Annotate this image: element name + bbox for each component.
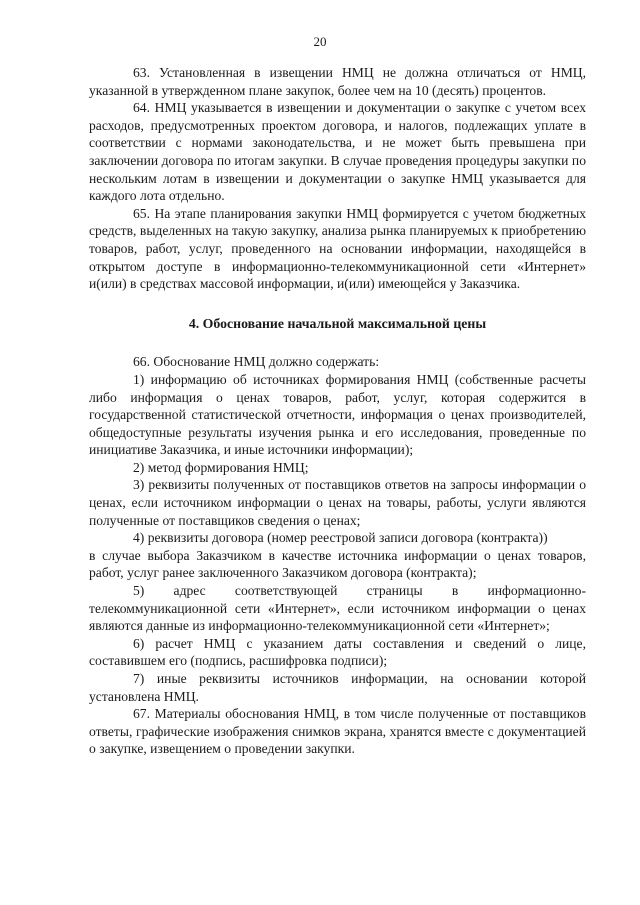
page-number: 20 [313,34,327,49]
list-item-5: 5) адрес соответствующей страницы в информационно-телекоммуникационной сети «Интернет», если источником информации о ценах являются данные из информационно-телекоммуникационной сети «Интернет»; [89,583,586,634]
list-item-2: 2) метод формирования НМЦ; [133,459,309,475]
document-body [89,64,586,758]
paragraph-64: 64. НМЦ указывается в извещении и документации о закупке с учетом всех расходов, предусмотренных проектом договора, и налогов, подлежащих уплате в соответствии с нормами законодательства, и не может быть превышена при заключении договора по итогам закупки. В случае проведения процедуры закупки по нескольким лотам в извещении и документации о закупке НМЦ указывается для каждого лота отдельно. [89,100,586,204]
list-item-4: 4) реквизиты договора (номер реестровой записи договора (контракта)) [133,530,548,546]
paragraph-65: 65. На этапе планирования закупки НМЦ формируется с учетом бюджетных средств, выделенных на такую закупку, анализа рынка планируемых к приобретению товаров, работ, услуг, проведенного на основании информации, находящейся в открытом доступе в информационно-телекоммуникационной сети «Интернет» и(или) в средствах массовой информации, и(или) имеющейся у Заказчика. [89,205,586,292]
paragraph-66: 66. Обоснование НМЦ должно содержать: [133,354,380,370]
list-item-6: 6) расчет НМЦ с указанием даты составления и сведений о лице, составившем его (подпись, расшифровка подписи); [89,635,586,669]
paragraph-67: 67. Материалы обоснования НМЦ, в том числе полученные от поставщиков ответы, графические изображения снимков экрана, хранятся вместе с документацией о закупке, извещением о проведении закупки. [89,706,586,757]
list-item-1: 1) информацию об источниках формирования НМЦ (собственные расчеты либо информация о ценах товаров, работ, услуг, которая содержится в государственной статистической отчетности, информация о ценах производителей, общедоступные результаты изучения рынка и его исследования, проведенные по инициативе Заказчика, и иные источники информации); [89,371,586,458]
list-item-4-continuation: в случае выбора Заказчиком в качестве источника информации о ценах товаров, работ, услуг ранее заключенного Заказчиком договора (контракта); [89,547,586,581]
list-item-3: 3) реквизиты полученных от поставщиков ответов на запросы информации о ценах, если источником информации о ценах на товары, работы, услуги являются полученные от поставщиков сведения о ценах; [89,477,586,528]
section-heading: 4. Обоснование начальной максимальной цены [188,315,487,331]
paragraph-63: 63. Установленная в извещении НМЦ не должна отличаться от НМЦ, указанной в утвержденном плане закупок, более чем на 10 (десять) процентов. [89,65,586,98]
list-item-7: 7) иные реквизиты источников информации, на основании которой установлена НМЦ. [89,671,586,704]
